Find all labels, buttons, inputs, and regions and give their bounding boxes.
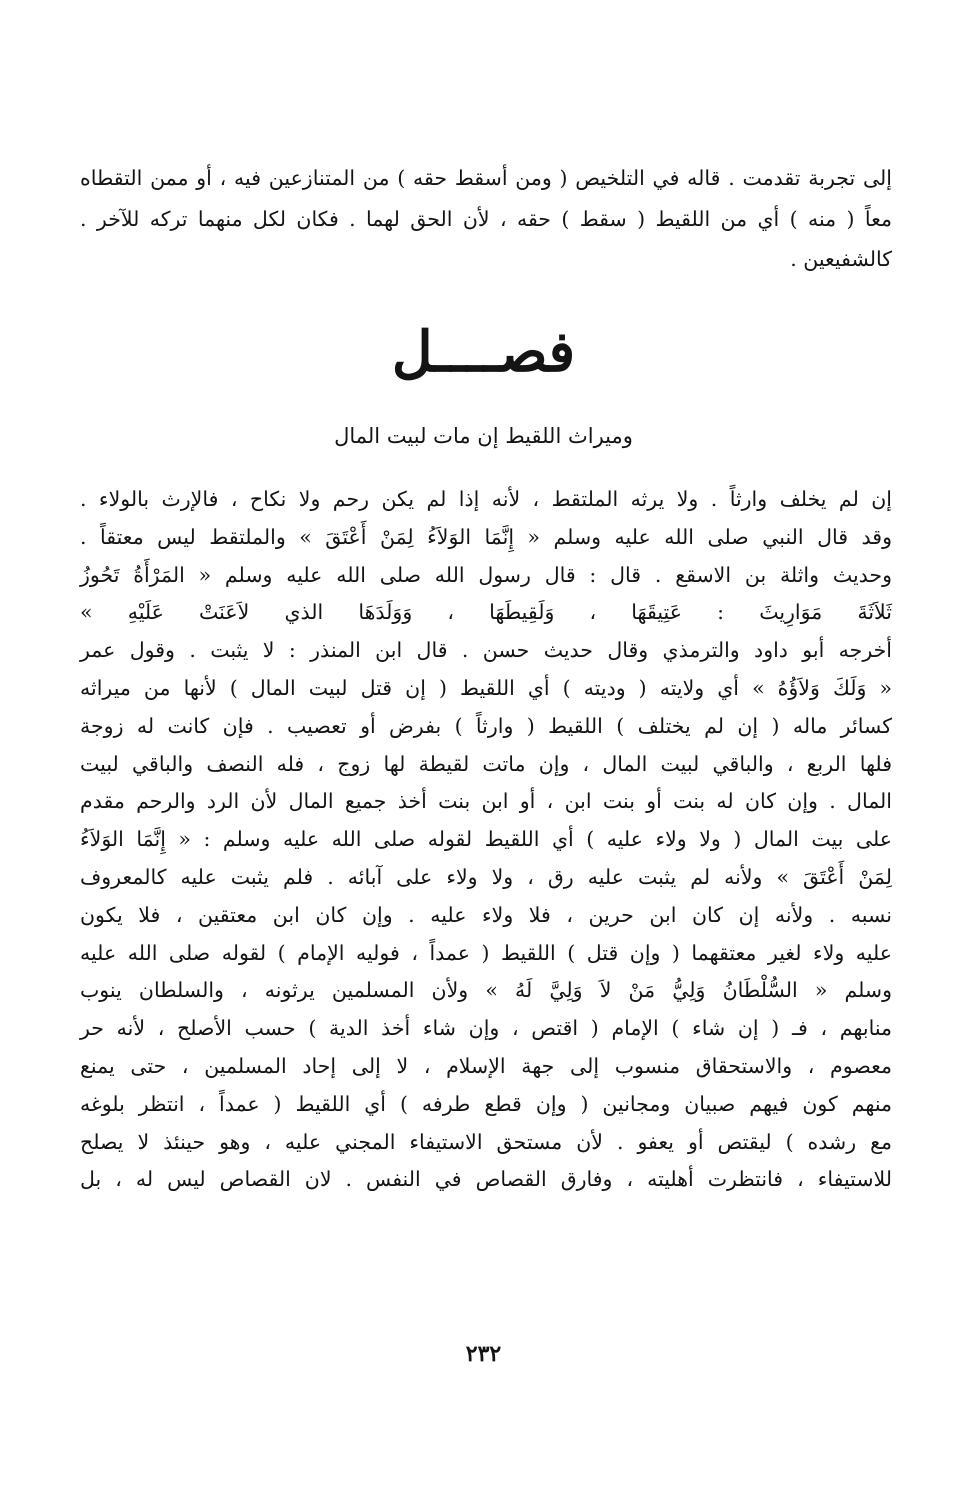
body-line: وحديث واثلة بن الاسقع . قال : قال رسول الله صلى الله عليه وسلم « المَرْأَةُ تَحُوزُ: [80, 562, 892, 587]
body-line: نسبه . ولأنه إن كان ابن حرين ، فلا ولاء عليه . وإن كان ابن معتقين ، فلا يكون: [80, 902, 892, 927]
body-line: وسلم « السُّلْطَانُ وَلِيُّ مَنْ لاَ وَلِيَّ لَهُ » ولأن المسلمين يرثونه ، والسلطان ينوب: [80, 978, 892, 1003]
page-number: ٢٣٢: [465, 1341, 502, 1367]
body-line: المال . وإن كان له بنت أو بنت ابن ، أو ابن بنت أخذ جميع المال لأن الرد والرحم مقدم: [80, 789, 892, 814]
body-line: أخرجه أبو داود والترمذي وقال حديث حسن . قال ابن المنذر : لا يثبت . وقول عمر: [80, 638, 892, 663]
body-line: فلها الربع ، والباقي لبيت المال ، وإن ماتت لقيطة لها زوج ، فله النصف والباقي لبيت: [80, 751, 892, 776]
section-heading: فصــــل: [391, 319, 576, 385]
body-line: مع رشده ) ليقتص أو يعفو . لأن مستحق الاستيفاء المجني عليه ، وهو حينئذ لا يصلح: [80, 1129, 892, 1154]
body-line: منهم كون فيهم صبيان ومجانين ( وإن قطع طرفه ) أي اللقيط ( عمداً ، انتظر بلوغه: [80, 1091, 892, 1116]
body-line: لِمَنْ أَعْتَقَ » ولأنه لم يثبت عليه رق ، ولا ولاء على آبائه . فلم يثبت عليه كالمعروف: [80, 864, 892, 889]
body-line: كسائر ماله ( إن لم يختلف ) اللقيط ( وارثاً ) بفرض أو تعصيب . فإن كانت له زوجة: [80, 713, 892, 738]
body-line: وقد قال النبي صلى الله عليه وسلم « إِنَّمَا الوَلاَءُ لِمَنْ أَعْتَقَ » والملتقط ليس معتقاً .: [80, 524, 892, 549]
section-subheading: وميراث اللقيط إن مات لبيت المال: [334, 424, 633, 448]
body-line: معصوم ، والاستحقاق منسوب إلى جهة الإسلام ، لا إلى إحاد المسلمين ، حتى يمنع: [80, 1053, 892, 1078]
body-line: منابهم ، فـ ( إن شاء ) الإمام ( اقتص ، وإن شاء أخذ الدية ) حسب الأصلح ، لأنه حر: [80, 1016, 892, 1041]
body-line: إن لم يخلف وارثاً . ولا يرثه الملتقط ، لأنه إذا لم يكن رحم ولا نكاح ، فالإرث بالولاء .: [80, 487, 892, 511]
body-paragraph: [80, 481, 892, 1199]
intro-line: معاً ( منه ) أي من اللقيط ( سقط ) حقه ، لأن الحق لهما . فكان لكل منهما تركه للآخر .: [80, 206, 892, 231]
body-line: للاستيفاء ، فانتظرت أهليته ، وفارق القصاص في النفس . لان القصاص ليس له ، بل: [80, 1167, 892, 1192]
body-line: « وَلَكَ وَلاَؤُهُ » أي ولايته ( وديته ) أي اللقيط ( إن قتل لبيت المال ) لأنها من ميراثه: [80, 675, 892, 700]
intro-paragraph: [80, 158, 892, 280]
body-line: على بيت المال ( ولا ولاء عليه ) أي اللقيط لقوله صلى الله عليه وسلم : « إِنَّمَا الوَلاَءُ: [80, 827, 892, 852]
intro-line: كالشفيعين .: [790, 247, 892, 271]
body-line: عليه ولاء لغير معتقهما ( وإن قتل ) اللقيط ( عمداً ، فوليه الإمام ) لقوله صلى الله عليه: [80, 940, 892, 965]
body-line: ثَلاَثَةَ مَوَارِيثَ : عَتِيقَهَا ، وَلَقِيطَهَا ، وَوَلَدَهَا الذي لاَعَنَتْ عَلَيْهِ »: [80, 600, 892, 625]
intro-line: إلى تجربة تقدمت . قاله في التلخيص ( ومن أسقط حقه ) من المتنازعين فيه ، أو ممن التقطاه: [80, 166, 892, 190]
